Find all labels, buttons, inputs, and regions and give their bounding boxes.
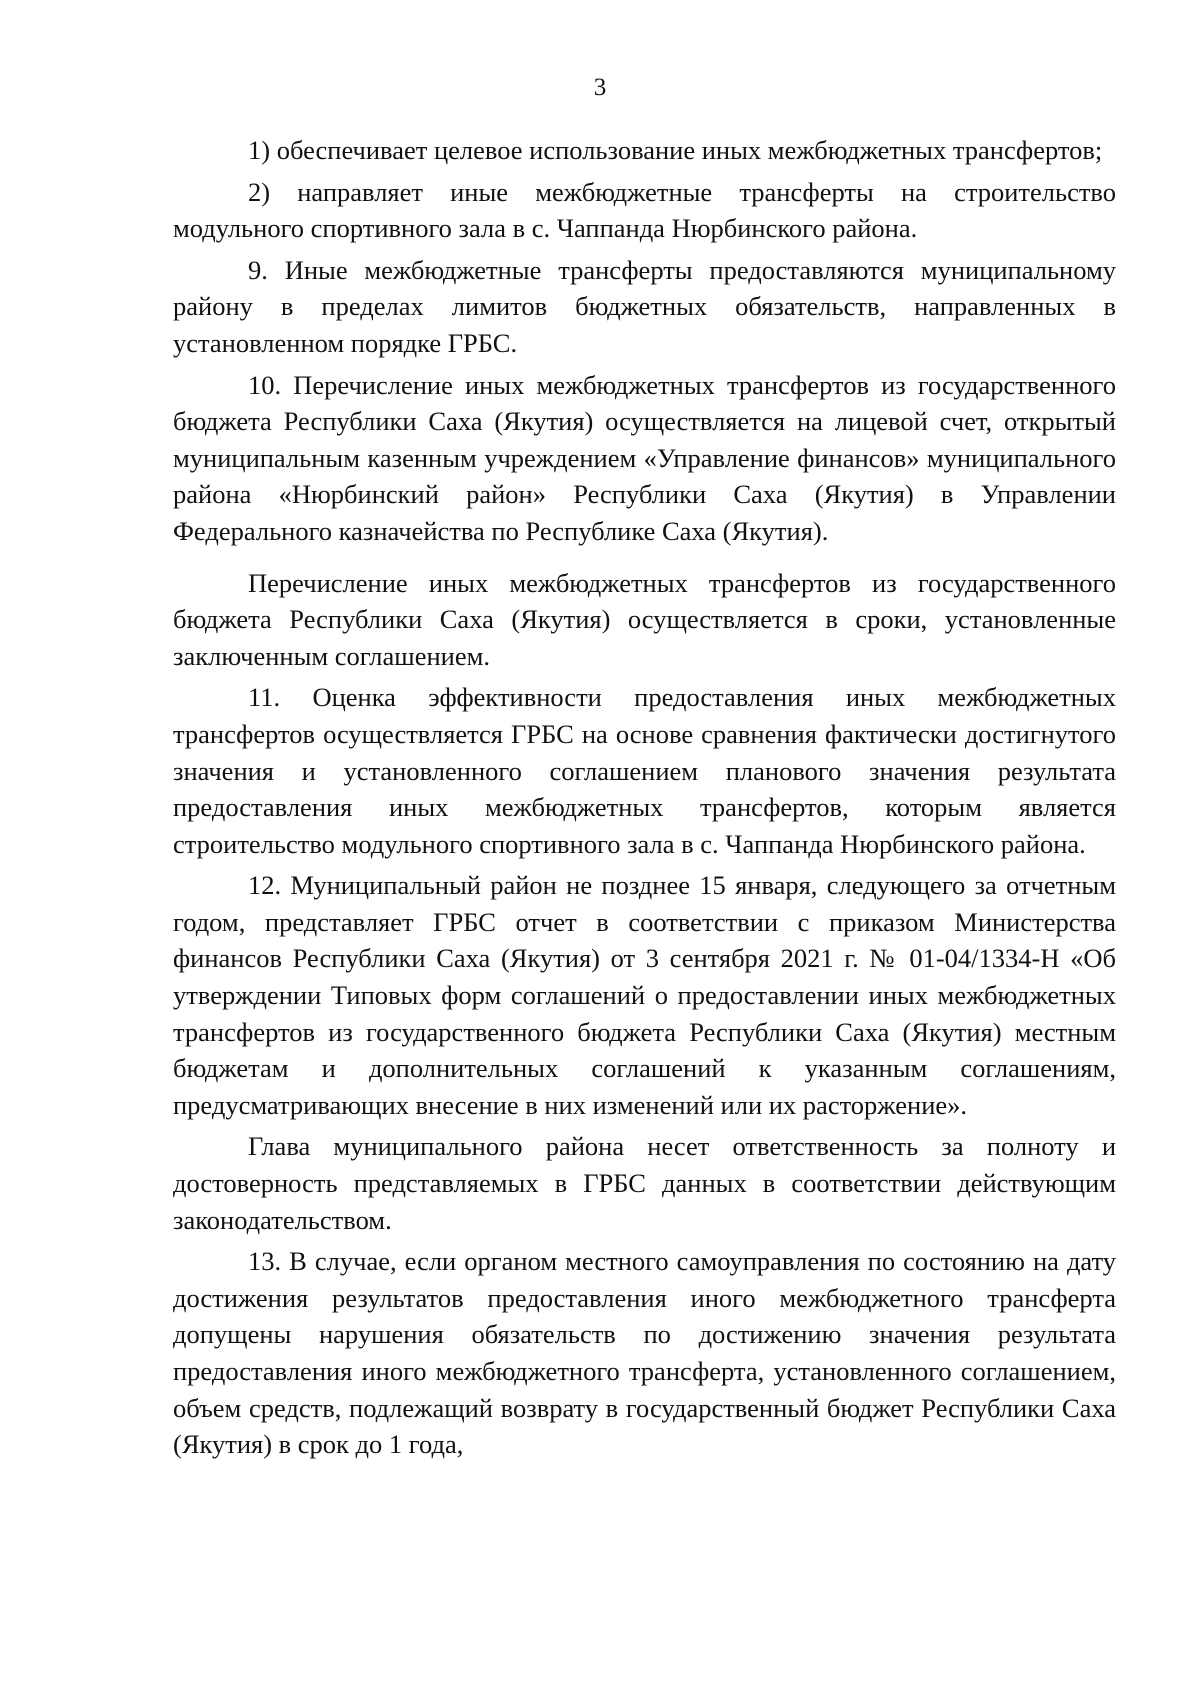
paragraph-11: 11. Оценка эффективности предоставления иных межбюджетных трансфертов осуществляется ГРБС на основе сравнения фактически достигнутого значения и установленного соглашением планового значения результата предоставления иных межбюджетных трансфертов, которым является строительство модульного спортивного зала в с. Чаппанда Нюрбинского района.: [173, 682, 1116, 859]
paragraph-9: 9. Иные межбюджетные трансферты предоставляются муниципальному району в пределах лимитов бюджетных обязательств, направленных в установленном порядке ГРБС.: [173, 254, 1116, 358]
paragraph-12: 12. Муниципальный район не позднее 15 января, следующего за отчетным годом, представляет ГРБС отчет в соответствии с приказом Министерства финансов Республики Саха (Якутия) от 3 сентября 2021 г. № 01-04/1334-Н «Об утверждении Типовых форм соглашений о предоставлении иных межбюджетных трансфертов из государственного бюджета Республики Саха (Якутия) местным бюджетам и дополнительных соглашений к указанным соглашениям, предусматривающих внесение в них изменений или их расторжение».: [173, 870, 1116, 1120]
page-number: 3: [593, 74, 607, 101]
document-body: [173, 132, 1116, 1463]
paragraph-10: 10. Перечисление иных межбюджетных трансфертов из государственного бюджета Республики Саха (Якутия) осуществляется на лицевой счет, открытый муниципальным казенным учреждением «Управление финансов» муниципального района «Нюрбинский район» Республики Саха (Якутия) в Управлении Федерального казначейства по Республике Саха (Якутия).: [173, 369, 1116, 546]
paragraph-item-1: 1) обеспечивает целевое использование иных межбюджетных трансфертов;: [248, 135, 1103, 165]
paragraph-12-continued: Глава муниципального района несет ответственность за полноту и достоверность представляемых в ГРБС данных в соответствии действующим законодательством.: [173, 1131, 1116, 1235]
paragraph-item-2: 2) направляет иные межбюджетные трансферты на строительство модульного спортивного зала в с. Чаппанда Нюрбинского района.: [173, 176, 1116, 244]
paragraph-13: 13. В случае, если органом местного самоуправления по состоянию на дату достижения результатов предоставления иного межбюджетного трансферта допущены нарушения обязательств по достижению значения результата предоставления иного межбюджетного трансферта, установленного соглашением, объем средств, подлежащий возврату в государственный бюджет Республики Саха (Якутия) в срок до 1 года,: [173, 1246, 1116, 1460]
paragraph-10-continued: Перечисление иных межбюджетных трансфертов из государственного бюджета Республики Саха (Якутия) осуществляется в сроки, установленные заключенным соглашением.: [173, 567, 1116, 671]
